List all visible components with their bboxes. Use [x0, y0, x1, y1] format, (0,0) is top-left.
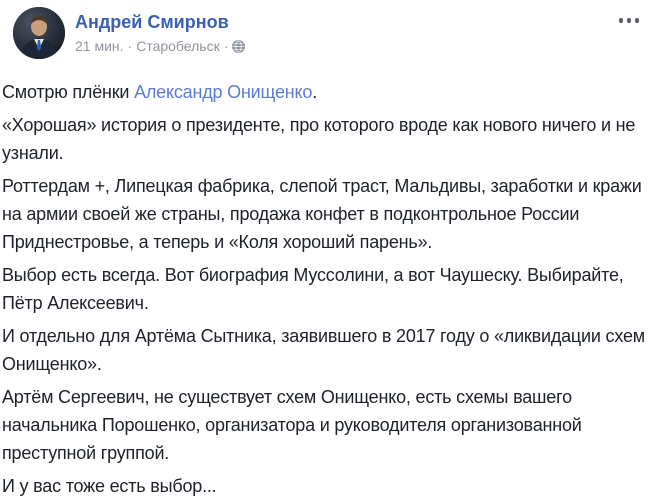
- post-paragraph: И у вас тоже есть выбор...: [2, 476, 217, 496]
- paragraph-text: .: [312, 82, 317, 102]
- post-body: [0, 78, 658, 496]
- post-header: [0, 0, 658, 59]
- profile-photo-icon: [13, 7, 65, 59]
- ellipsis-icon: [635, 18, 640, 23]
- post-paragraph: Выбор есть всегда. Вот биография Муссолини, а вот Чаушеску. Выбирайте, Пётр Алексеевич.: [2, 265, 624, 313]
- paragraph-text: Смотрю плёнки: [2, 82, 135, 102]
- post-paragraph: И отдельно для Артёма Сытника, заявившего в 2017 году о «ликвидации схем Онищенко».: [2, 326, 645, 374]
- timestamp-link[interactable]: 21 мин.: [75, 38, 124, 54]
- ellipsis-icon: [627, 18, 632, 23]
- ellipsis-icon: [619, 18, 624, 23]
- avatar[interactable]: [13, 7, 65, 59]
- author-name-link[interactable]: Андрей Смирнов: [75, 12, 229, 32]
- post-options-button[interactable]: [614, 13, 645, 28]
- post-paragraph: «Хорошая» история о президенте, про которого вроде как нового ничего и не узнали.: [2, 115, 636, 163]
- meta-separator: ·: [223, 38, 229, 54]
- post-paragraph: [2, 78, 656, 106]
- location-link[interactable]: Старобельск: [136, 38, 220, 54]
- post-header-info: [75, 7, 245, 59]
- post-meta: [75, 39, 245, 54]
- globe-icon: [232, 40, 245, 53]
- post-paragraph: Артём Сергеевич, не существует схем Онищенко, есть схемы вашего начальника Порошенко, организатора и руководителя организованной преступной группой.: [2, 387, 582, 463]
- post-paragraph: Роттердам +, Липецкая фабрика, слепой траст, Мальдивы, заработки и кражи на армии своей же страны, продажа конфет в подконтрольное России Приднестровье, а теперь и «Коля хороший парень».: [2, 176, 642, 252]
- meta-separator: ·: [127, 38, 133, 54]
- mention-link[interactable]: Александр Онищенко: [134, 82, 313, 102]
